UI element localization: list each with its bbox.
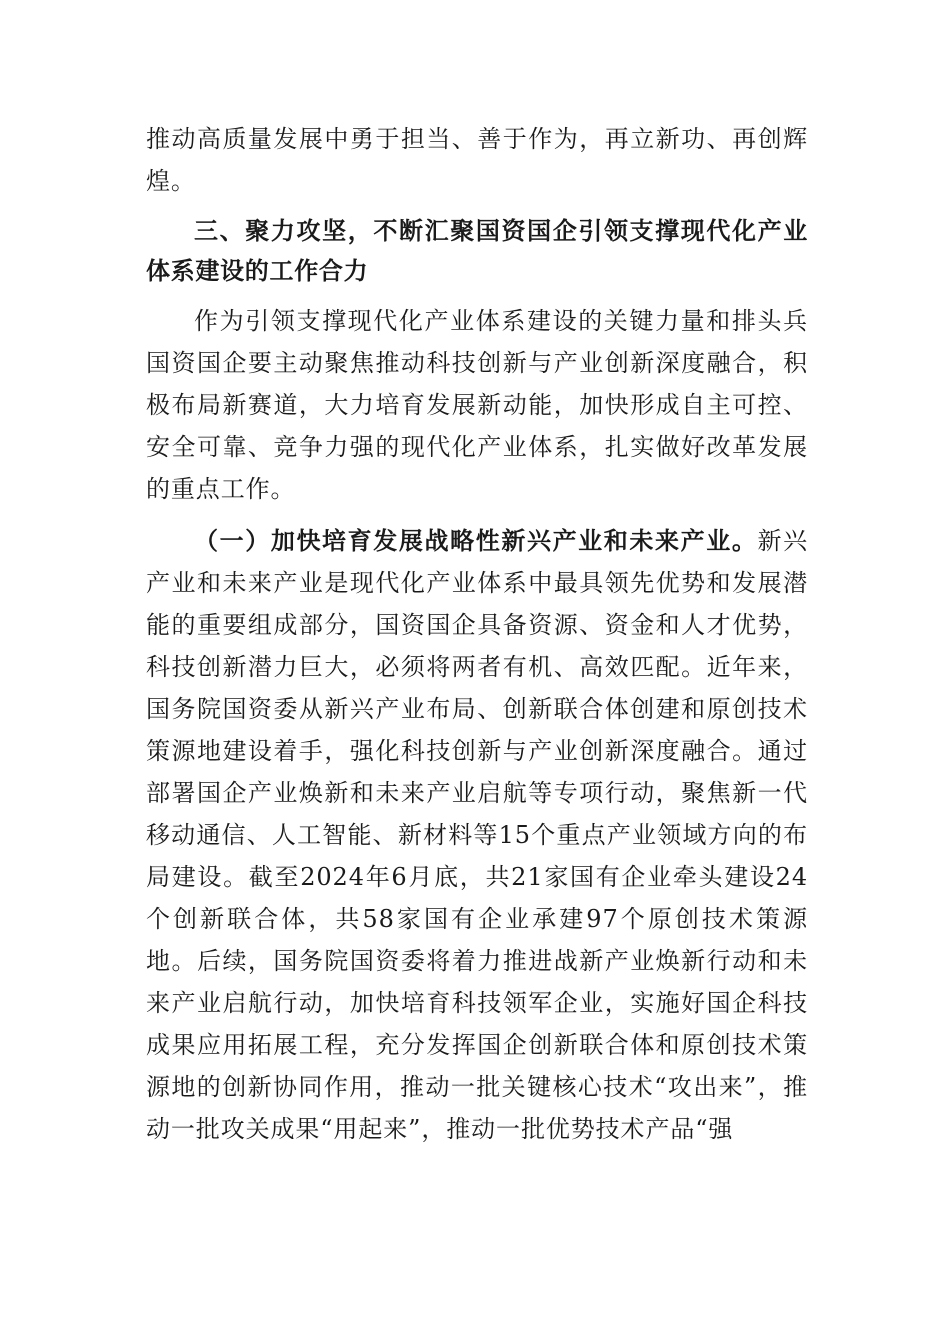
sub-section-body: 新兴产业和未来产业是现代化产业体系中最具领先优势和发展潜能的重要组成部分，国资国企具备资源、资金和人才优势，科技创新潜力巨大，必须将两者有机、高效匹配。近年来，国务院国资委从新兴产业布局、创新联合体创建和原创技术策源地建设着手，强化科技创新与产业创新深度融合。通过部署国企产业焕新和未来产业启航等专项行动，聚焦新一代移动通信、人工智能、新材料等15个重点产业领域方向的布局建设。截至2024年6月底，共21家国有企业牵头建设24个创新联合体，共58家国有企业承建97个原创技术策源地。后续，国务院国资委将着力推进战新产业焕新行动和未来产业启航行动，加快培育科技领军企业，实施好国企科技成果应用拓展工程，充分发挥国企创新联合体和原创技术策源地的创新协同作用，推动一批关键核心技术“攻出来”，推动一批攻关成果“用起来”，推动一批优势技术产品“强 [146, 527, 808, 1143]
sub-section-paragraph [146, 520, 808, 1150]
section-heading: 三、聚力攻坚，不断汇聚国资国企引领支撑现代化产业体系建设的工作合力 [146, 217, 808, 285]
intro-paragraph: 作为引领支撑现代化产业体系建设的关键力量和排头兵国资国企要主动聚焦推动科技创新与产业创新深度融合，积极布局新赛道，大力培育发展新动能，加快形成自主可控、安全可靠、竞争力强的现代化产业体系，扎实做好改革发展的重点工作。 [146, 307, 808, 503]
continuation-paragraph: 推动高质量发展中勇于担当、善于作为，再立新功、再创辉煌。 [146, 125, 808, 195]
sub-section-lead: （一）加快培育发展战略性新兴产业和未来产业。 [194, 526, 758, 555]
